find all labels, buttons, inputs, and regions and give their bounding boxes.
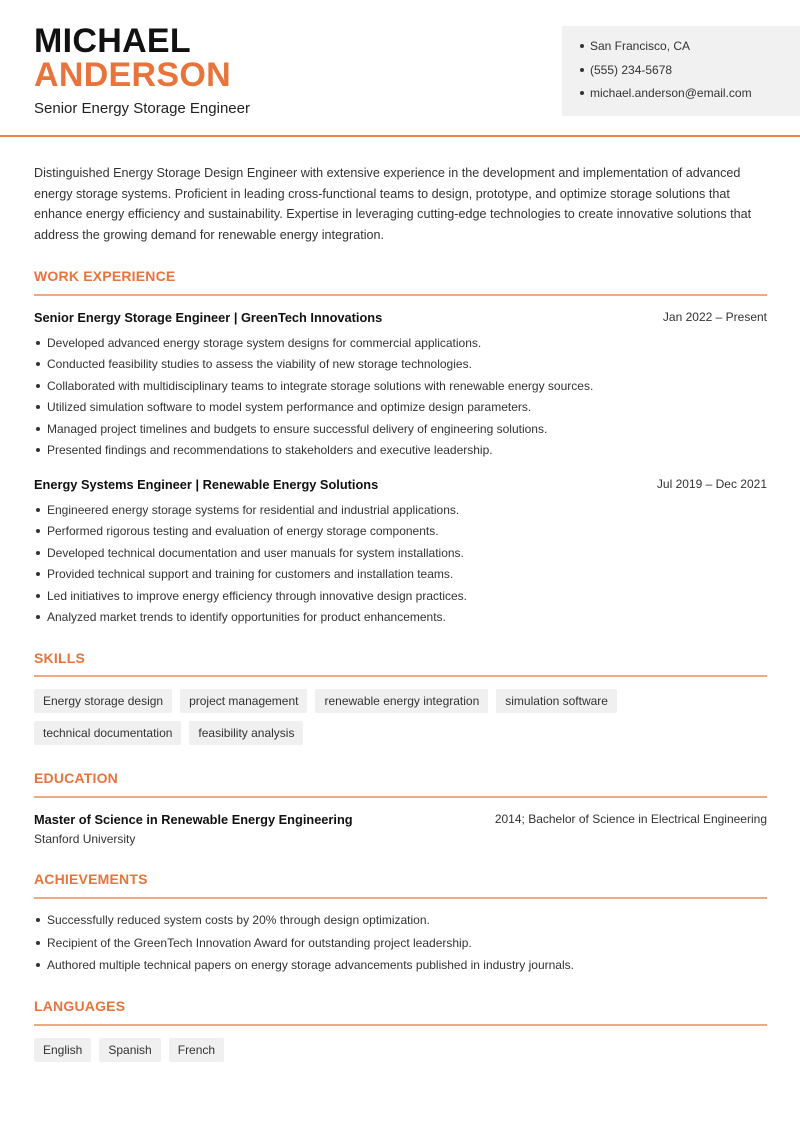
list-item: Analyzed market trends to identify opportunities for product enhancements. <box>34 609 767 630</box>
degree-details: 2014; Bachelor of Science in Electrical Engineering <box>494 812 767 826</box>
achievements-list <box>34 912 767 980</box>
last-name: ANDERSON <box>34 56 231 94</box>
contact-location: San Francisco, CA <box>580 38 800 62</box>
language-chip: French <box>169 1038 224 1062</box>
list-item: Successfully reduced system costs by 20% through design optimization. <box>34 912 767 935</box>
list-item: Conducted feasibility studies to assess the viability of new storage technologies. <box>34 356 767 377</box>
achievements-heading: ACHIEVEMENTS <box>34 871 148 887</box>
language-chip: English <box>34 1038 91 1062</box>
skills-list <box>34 689 767 745</box>
list-item: Recipient of the GreenTech Innovation Award for outstanding project leadership. <box>34 935 767 958</box>
list-item: Provided technical support and training for customers and installation teams. <box>34 566 767 587</box>
list-item: Engineered energy storage systems for residential and industrial applications. <box>34 502 767 523</box>
job-dates: Jan 2022 – Present <box>662 310 767 324</box>
section-divider <box>34 294 767 296</box>
section-divider <box>34 897 767 899</box>
skill-chip: technical documentation <box>34 721 181 745</box>
skill-chip: renewable energy integration <box>315 689 488 713</box>
school-name: Stanford University <box>34 832 136 846</box>
job-bullets <box>34 335 767 463</box>
list-item: Presented findings and recommendations to stakeholders and executive leadership. <box>34 442 767 463</box>
contact-email[interactable]: michael.anderson@email.com <box>580 85 800 109</box>
job-role: Senior Energy Storage Engineer | GreenTech Innovations <box>34 310 383 325</box>
job-title: Senior Energy Storage Engineer <box>34 100 250 117</box>
list-item: Developed technical documentation and user manuals for system installations. <box>34 545 767 566</box>
languages-heading: LANGUAGES <box>34 998 126 1014</box>
list-item: Managed project timelines and budgets to ensure successful delivery of engineering solutions. <box>34 421 767 442</box>
job-role: Energy Systems Engineer | Renewable Energy Solutions <box>34 477 379 492</box>
skill-chip: simulation software <box>496 689 617 713</box>
summary-paragraph: Distinguished Energy Storage Design Engineer with extensive experience in the development and implementation of advanced energy storage systems. Proficient in leading cross-functional teams to design, prototype, and optimize storage solutions that enhance energy efficiency and sustainability. Expertise in leveraging cutting-edge technologies to create innovative solutions that address the growing demand for renewable energy integration. <box>34 166 752 242</box>
contact-box <box>562 26 800 116</box>
language-chip: Spanish <box>99 1038 160 1062</box>
list-item: Collaborated with multidisciplinary teams to integrate storage solutions with renewable energy sources. <box>34 378 767 399</box>
job-header <box>34 310 767 325</box>
education-entry <box>34 812 767 827</box>
resume-header <box>0 0 800 137</box>
list-item: Led initiatives to improve energy efficiency through innovative design practices. <box>34 588 767 609</box>
contact-phone: (555) 234-5678 <box>580 62 800 86</box>
job-header <box>34 477 767 492</box>
section-divider <box>34 675 767 677</box>
work-experience-heading: WORK EXPERIENCE <box>34 268 176 284</box>
list-item: Utilized simulation software to model system performance and optimize design parameters. <box>34 399 767 420</box>
skills-heading: SKILLS <box>34 650 85 666</box>
section-divider <box>34 796 767 798</box>
list-item: Developed advanced energy storage system designs for commercial applications. <box>34 335 767 356</box>
skill-chip: Energy storage design <box>34 689 172 713</box>
list-item: Performed rigorous testing and evaluation of energy storage components. <box>34 523 767 544</box>
skill-chip: feasibility analysis <box>189 721 303 745</box>
job-dates: Jul 2019 – Dec 2021 <box>656 477 767 491</box>
education-heading: EDUCATION <box>34 770 118 786</box>
degree-title: Master of Science in Renewable Energy Engineering <box>34 812 353 827</box>
languages-list <box>34 1038 767 1062</box>
list-item: Authored multiple technical papers on energy storage advancements published in industry journals. <box>34 957 767 980</box>
section-divider <box>34 1024 767 1026</box>
job-bullets <box>34 502 767 630</box>
first-name: MICHAEL <box>34 22 191 60</box>
skill-chip: project management <box>180 689 307 713</box>
